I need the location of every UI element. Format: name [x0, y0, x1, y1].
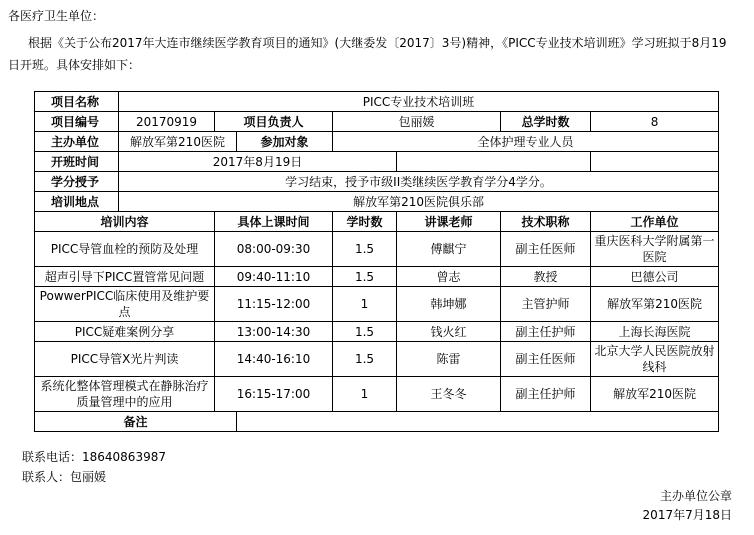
- cell-hours: 1.5: [333, 232, 397, 267]
- cell-teacher: 钱火红: [397, 322, 501, 342]
- header-hours: 学时数: [333, 212, 397, 232]
- credit-value: 学习结束，授予市级II类继续医学教育学分4学分。: [119, 172, 719, 192]
- cell-time: 14:40-16:10: [215, 342, 333, 377]
- credit-label: 学分授予: [35, 172, 119, 192]
- cell-title: 副主任医师: [501, 342, 591, 377]
- header-teacher: 讲课老师: [397, 212, 501, 232]
- host-label: 主办单位: [35, 132, 119, 152]
- venue-label: 培训地点: [35, 192, 119, 212]
- schedule-header-row: [35, 212, 719, 232]
- open-time-empty: [397, 152, 591, 172]
- cell-content: 超声引导下PICC置管常见问题: [35, 267, 215, 287]
- credit-hours-label: 总学时数: [501, 112, 591, 132]
- audience-value: 全体护理专业人员: [333, 132, 719, 152]
- table-row: [35, 232, 719, 267]
- cell-teacher: 傅麒宁: [397, 232, 501, 267]
- cell-hours: 1.5: [333, 322, 397, 342]
- cell-time: 09:40-11:10: [215, 267, 333, 287]
- contact-phone: 联系电话：18640863987: [22, 450, 166, 464]
- salutation: 各医疗卫生单位：: [8, 9, 105, 23]
- cell-time: 11:15-12:00: [215, 287, 333, 322]
- host-value: 解放军第210医院: [119, 132, 237, 152]
- intro-paragraph-line-2: 日开班。具体安排如下：: [8, 58, 141, 72]
- course-info-table: [34, 91, 719, 432]
- cell-content: PICC导管X光片判读: [35, 342, 215, 377]
- table-row: [35, 342, 719, 377]
- cell-hours: 1.5: [333, 342, 397, 377]
- venue-value: 解放军第210医院俱乐部: [119, 192, 719, 212]
- intro-paragraph-line-1: 根据《关于公布2017年大连市继续医学教育项目的通知》(大继委发〔2017〕3号)精神，《PICC专业技术培训班》学习班拟于8月19: [28, 36, 727, 50]
- cell-content: PowwerPICC临床使用及维护要点: [35, 287, 215, 322]
- project-name-value: PICC专业技术培训班: [119, 92, 719, 112]
- header-unit: 工作单位: [591, 212, 719, 232]
- open-time-value: 2017年8月19日: [119, 152, 397, 172]
- contact-person: 联系人：包丽媛: [22, 470, 107, 484]
- cell-teacher: 陈雷: [397, 342, 501, 377]
- credit-hours-value: 8: [591, 112, 719, 132]
- cell-content: PICC导管血栓的预防及处理: [35, 232, 215, 267]
- issue-date: 2017年7月18日: [642, 508, 732, 522]
- cell-content: 系统化整体管理模式在静脉治疗质量管理中的应用: [35, 377, 215, 412]
- cell-title: 副主任护师: [501, 377, 591, 412]
- cell-teacher: 曾志: [397, 267, 501, 287]
- cell-unit: 解放军第210医院: [591, 287, 719, 322]
- leader-label: 项目负责人: [215, 112, 333, 132]
- header-title: 技术职称: [501, 212, 591, 232]
- host-seal-text: 主办单位公章: [659, 489, 732, 503]
- header-time: 具体上课时间: [215, 212, 333, 232]
- cell-time: 16:15-17:00: [215, 377, 333, 412]
- cell-time: 08:00-09:30: [215, 232, 333, 267]
- open-time-label: 开班时间: [35, 152, 119, 172]
- cell-unit: 上海长海医院: [591, 322, 719, 342]
- cell-unit: 北京大学人民医院放射线科: [591, 342, 719, 377]
- project-name-label: 项目名称: [35, 92, 119, 112]
- cell-hours: 1.5: [333, 267, 397, 287]
- table-row: [35, 377, 719, 412]
- cell-title: 副主任医师: [501, 232, 591, 267]
- open-time-empty-2: [591, 152, 719, 172]
- project-no-value: 20170919: [119, 112, 215, 132]
- cell-hours: 1: [333, 377, 397, 412]
- cell-teacher: 王冬冬: [397, 377, 501, 412]
- cell-unit: 巴德公司: [591, 267, 719, 287]
- cell-title: 教授: [501, 267, 591, 287]
- remarks-label: 备注: [35, 412, 237, 432]
- cell-time: 13:00-14:30: [215, 322, 333, 342]
- header-content: 培训内容: [35, 212, 215, 232]
- remarks-value: [237, 412, 719, 432]
- cell-title: 主管护师: [501, 287, 591, 322]
- cell-hours: 1: [333, 287, 397, 322]
- project-no-label: 项目编号: [35, 112, 119, 132]
- cell-content: PICC疑难案例分享: [35, 322, 215, 342]
- table-row: [35, 322, 719, 342]
- cell-teacher: 韩坤娜: [397, 287, 501, 322]
- cell-title: 副主任护师: [501, 322, 591, 342]
- audience-label: 参加对象: [237, 132, 333, 152]
- cell-unit: 重庆医科大学附属第一医院: [591, 232, 719, 267]
- table-row: [35, 287, 719, 322]
- table-row: [35, 267, 719, 287]
- cell-unit: 解放军210医院: [591, 377, 719, 412]
- leader-value: 包丽媛: [333, 112, 501, 132]
